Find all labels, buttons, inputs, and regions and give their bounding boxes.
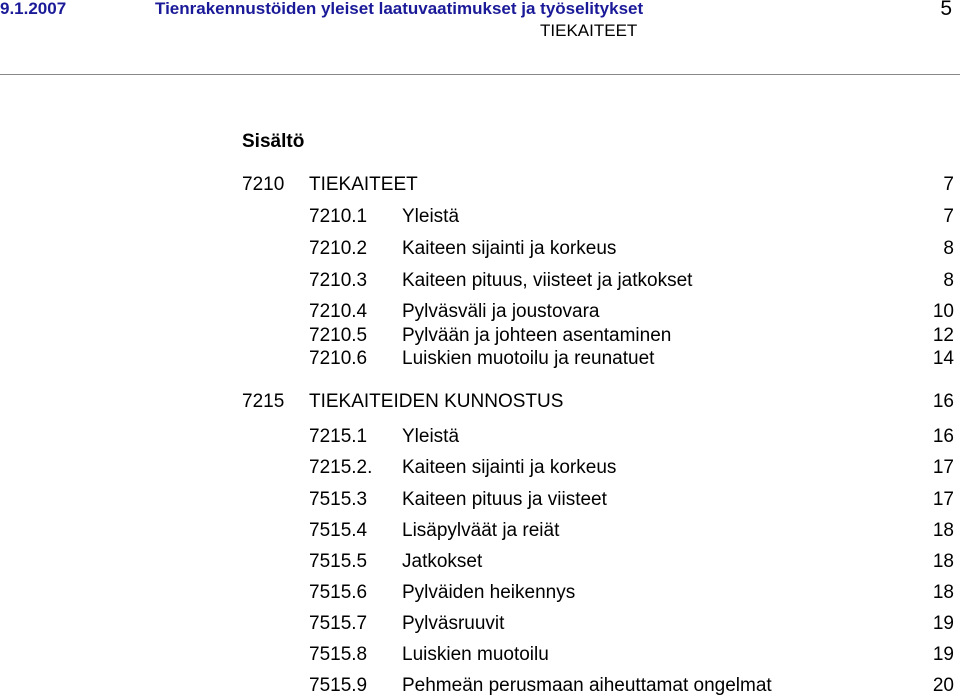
toc-entry-number: 7515.9 [309, 675, 368, 696]
toc-entry-title: Kaiteen pituus, viisteet ja jatkokset [402, 270, 693, 291]
toc-entry-number: 7215.2. [309, 457, 373, 478]
toc-entry-subsection[interactable] [242, 456, 954, 480]
toc-entry-title: Kaiteen pituus ja viisteet [402, 489, 607, 510]
toc-entry-number: 7210.6 [309, 348, 368, 369]
toc-heading: Sisältö [242, 131, 305, 152]
toc-entry-subsection[interactable] [242, 300, 954, 324]
toc-entry-page: 18 [932, 520, 954, 541]
toc-entry-section[interactable] [242, 390, 954, 414]
toc-entry-title: Pylväiden heikennys [402, 582, 576, 603]
toc-entry-title: Yleistä [402, 206, 460, 227]
toc-entry-page: 18 [932, 551, 954, 572]
toc-entry-title: Pylvään ja johteen asentaminen [402, 325, 672, 346]
toc-entry-title: Kaiteen sijainti ja korkeus [402, 457, 617, 478]
toc-entry-page: 8 [943, 270, 954, 291]
toc-entry-subsection[interactable] [242, 519, 954, 543]
toc-entry-subsection[interactable] [242, 581, 954, 605]
toc-entry-number: 7515.3 [309, 489, 368, 510]
table-of-contents [242, 0, 954, 699]
toc-entry-page: 7 [943, 206, 954, 227]
toc-entry-number: 7210.4 [309, 301, 368, 322]
toc-entry-page: 17 [932, 489, 954, 510]
toc-entry-subsection[interactable] [242, 488, 954, 512]
toc-entry-subsection[interactable] [242, 550, 954, 574]
toc-entry-page: 7 [943, 174, 954, 195]
toc-entry-page: 19 [932, 644, 954, 665]
toc-entry-title: Lisäpylväät ja reiät [402, 520, 560, 541]
toc-entry-page: 16 [932, 391, 954, 412]
toc-entry-page: 10 [932, 301, 954, 322]
header-date: 9.1.2007 [0, 0, 67, 18]
toc-entry-number: 7210.2 [309, 238, 368, 259]
toc-entry-page: 19 [932, 613, 954, 634]
toc-entry-subsection[interactable] [242, 612, 954, 636]
toc-entry-subsection[interactable] [242, 269, 954, 293]
toc-entry-subsection[interactable] [242, 205, 954, 229]
toc-entry-number: 7210.5 [309, 325, 368, 346]
toc-entry-subsection[interactable] [242, 347, 954, 371]
toc-entry-page: 17 [932, 457, 954, 478]
toc-entry-page: 14 [932, 348, 954, 369]
toc-entry-section[interactable] [242, 173, 954, 197]
toc-entry-page: 20 [932, 675, 954, 696]
toc-entry-subsection[interactable] [242, 237, 954, 261]
toc-entry-subsection[interactable] [242, 324, 954, 348]
toc-entry-title: Luiskien muotoilu ja reunatuet [402, 348, 655, 369]
header-subtitle: TIEKAITEET [540, 21, 638, 40]
header-title: Tienrakennustöiden yleiset laatuvaatimukset ja työselitykset [155, 0, 644, 18]
toc-entry-number: 7515.8 [309, 644, 368, 665]
toc-entry-title: TIEKAITEIDEN KUNNOSTUS [309, 391, 564, 412]
toc-entry-title: Jatkokset [402, 551, 483, 572]
toc-entry-subsection[interactable] [242, 425, 954, 449]
toc-entry-title: Luiskien muotoilu [402, 644, 549, 665]
toc-entry-number: 7515.4 [309, 520, 368, 541]
toc-entry-number: 7515.5 [309, 551, 368, 572]
toc-entry-page: 18 [932, 582, 954, 603]
toc-entry-subsection[interactable] [242, 674, 954, 698]
toc-entry-subsection[interactable] [242, 643, 954, 667]
toc-entry-page: 12 [932, 325, 954, 346]
toc-entry-title: Yleistä [402, 426, 460, 447]
toc-entry-title: Pehmeän perusmaan aiheuttamat ongelmat [402, 675, 772, 696]
toc-entry-number: 7515.6 [309, 582, 368, 603]
toc-entry-number: 7215.1 [309, 426, 368, 447]
header-page-number: 5 [940, 0, 952, 20]
toc-entry-number: 7210.3 [309, 270, 368, 291]
toc-entry-page: 8 [943, 238, 954, 259]
toc-entry-number: 7210.1 [309, 206, 368, 227]
toc-entry-number: 7515.7 [309, 613, 368, 634]
toc-entry-title: Pylväsruuvit [402, 613, 505, 634]
toc-entry-page: 16 [932, 426, 954, 447]
toc-entry-number: 7215 [242, 391, 285, 412]
toc-entry-number: 7210 [242, 174, 285, 195]
toc-entry-title: TIEKAITEET [309, 174, 418, 195]
toc-entry-title: Kaiteen sijainti ja korkeus [402, 238, 617, 259]
toc-entry-title: Pylväsväli ja joustovara [402, 301, 600, 322]
